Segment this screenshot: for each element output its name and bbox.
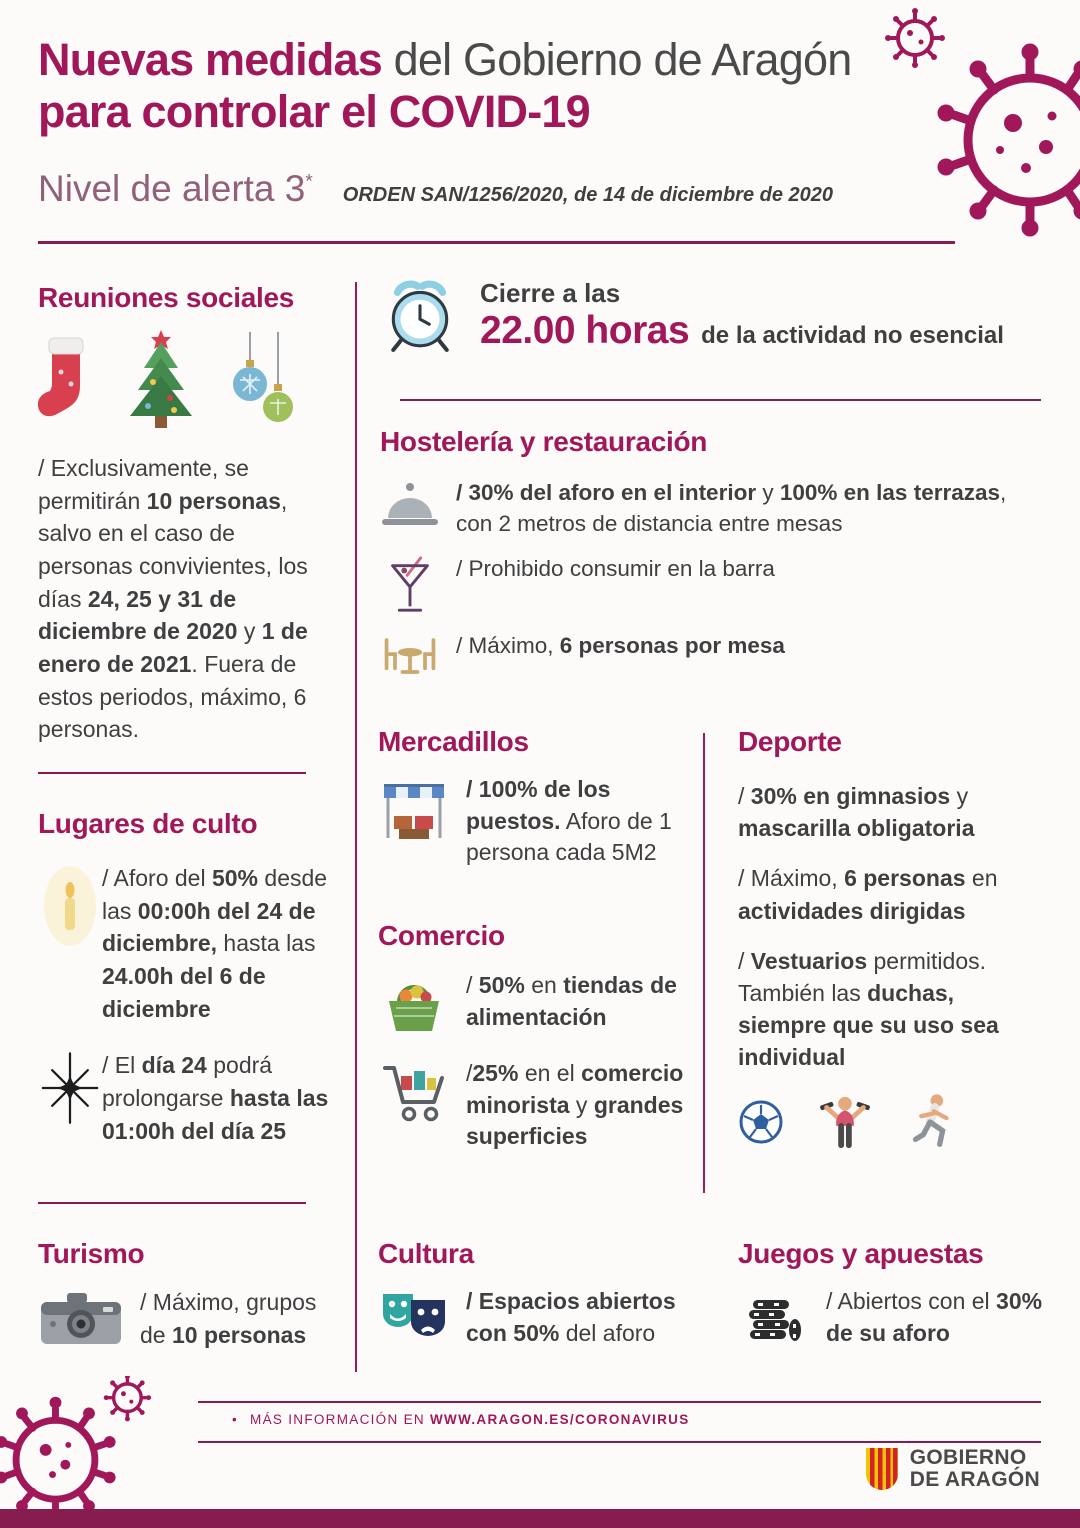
mercadillos-title: Mercadillos <box>378 726 529 757</box>
reuniones-sociales-body: / Exclusivamente, se permitirán 10 personas, salvo en el caso de personas convivientes, los días 24, 25 y 31 de diciembre de 2020 y 1 de enero de 2021. Fuera de estos periodos, máximo, 6 personas. <box>38 455 308 743</box>
comercio-title: Comercio <box>378 920 505 951</box>
closing-line2 <box>480 309 1004 353</box>
deporte-title: Deporte <box>738 726 842 757</box>
alarm-clock-icon <box>382 276 458 354</box>
hosteleria-item-mesa <box>380 631 1042 679</box>
juegos-item-text: / Abiertos con el 30% de su aforo <box>826 1288 1043 1346</box>
worship-item-aforo <box>38 862 340 1025</box>
star-icon <box>38 1049 102 1147</box>
worship-item-text: / El día 24 podrá prolongarse hasta las 01:00h del día 25 <box>102 1052 329 1144</box>
vertical-divider-columns <box>703 733 705 1193</box>
worship-item-text: / Aforo del 50% desde las 00:00h del 24 de diciembre, hasta las 24.00h del 6 de diciembre <box>102 865 328 1022</box>
mercadillos-item-text: / 100% de los puestos. Aforo de 1 persona cada 5M2 <box>466 776 672 866</box>
gobierno-aragon-logo <box>864 1446 1040 1492</box>
terrace-table-icon <box>380 631 440 679</box>
candle-icon <box>38 862 102 1025</box>
deporte-item-text: / Vestuarios permitidos. También las duchas, siempre que su uso sea individual <box>738 947 999 1071</box>
ornaments-icon <box>226 332 298 432</box>
footer-divider-top <box>198 1401 1041 1403</box>
tourism-item <box>38 1286 340 1351</box>
left-divider-1 <box>38 772 306 774</box>
section-deporte <box>738 726 1046 1152</box>
cultura-title: Cultura <box>378 1238 474 1269</box>
closing-divider <box>400 399 1041 401</box>
poker-chips-icon <box>738 1286 810 1349</box>
alert-level <box>38 168 313 210</box>
bottom-color-bar <box>0 1509 1080 1528</box>
shopping-cart-icon <box>378 1058 450 1153</box>
hosteleria-item-text: / 30% del aforo en el interior y 100% en las terrazas, con 2 metros de distancia entre mesas <box>456 480 1007 536</box>
section-mercadillos <box>378 726 680 891</box>
runner-icon <box>906 1092 956 1152</box>
section-turismo <box>38 1238 340 1351</box>
hosteleria-title: Hostelería y restauración <box>380 426 708 457</box>
comercio-item-minorista <box>378 1058 692 1153</box>
deporte-icons-row <box>738 1092 1046 1152</box>
closing-suffix: de la actividad no esencial <box>701 322 1004 349</box>
mercadillos-item <box>378 774 680 869</box>
alert-row <box>38 168 833 210</box>
logo-text <box>910 1447 1040 1491</box>
section-lugares-de-culto <box>38 808 340 1171</box>
logo-line2: DE ARAGÓN <box>909 1468 1040 1491</box>
section-juegos-apuestas <box>738 1238 1050 1371</box>
christmas-tree-icon <box>118 328 204 432</box>
food-basket-icon <box>378 970 450 1036</box>
coronavirus-illustration-bottom <box>0 1376 175 1509</box>
vertical-divider-main <box>355 282 357 1372</box>
page-title: Nuevas medidas del Gobierno de Aragón para controlar el COVID-19 <box>38 34 852 138</box>
deporte-item-text: / 30% en gimnasios y mascarilla obligatoria <box>738 783 975 842</box>
cultura-item <box>378 1286 692 1349</box>
logo-line1: GOBIERNO <box>909 1445 1027 1469</box>
more-info-text: • MÁS INFORMACIÓN EN WWW.ARAGON.ES/CORONAVIRUS <box>232 1412 690 1427</box>
closing-prefix: Cierre a las <box>480 278 621 308</box>
market-stall-icon <box>378 774 450 869</box>
closing-time: 22.00 horas <box>480 309 690 352</box>
reuniones-sociales-title: Reuniones sociales <box>38 282 295 313</box>
cocktail-icon <box>380 554 440 616</box>
comercio-item-text: /25% en el comercio minorista y grandes superficies <box>466 1060 684 1150</box>
hosteleria-item-text: / Prohibido consumir en la barra <box>456 556 775 582</box>
comercio-item-alimentacion <box>378 970 692 1036</box>
aragon-shield-icon <box>864 1446 900 1492</box>
christmas-icons-row <box>38 326 332 432</box>
juegos-item <box>738 1286 1050 1349</box>
section-cultura <box>378 1238 692 1371</box>
juegos-title: Juegos y apuestas <box>738 1238 984 1269</box>
comercio-item-text: / 50% en tiendas de alimentación <box>466 972 677 1030</box>
weightlifter-icon <box>818 1092 872 1152</box>
turismo-title: Turismo <box>38 1238 145 1269</box>
left-divider-2 <box>38 1202 306 1204</box>
soccer-ball-icon <box>738 1099 784 1145</box>
hosteleria-item-text: / Máximo, 6 personas por mesa <box>456 633 785 659</box>
theater-masks-icon <box>378 1286 450 1349</box>
serving-dish-icon <box>380 478 440 530</box>
footer-divider-bottom <box>198 1441 1041 1443</box>
deporte-item-text: / Máximo, 6 personas en actividades dirigidas <box>738 865 998 924</box>
hosteleria-item-aforo <box>380 478 1042 539</box>
alert-asterisk: * <box>305 171 313 193</box>
order-reference: ORDEN SAN/1256/2020, de 14 de diciembre de 2020 <box>342 184 834 206</box>
stocking-icon <box>38 332 96 432</box>
closing-hours-banner <box>382 276 1004 354</box>
section-comercio <box>378 920 692 1175</box>
cultura-item-text: / Espacios abiertos con 50% del aforo <box>466 1288 676 1346</box>
coronavirus-illustration-top <box>880 0 1080 250</box>
camera-icon <box>38 1290 124 1348</box>
alert-level-text: Nivel de alerta 3 <box>38 168 306 209</box>
header-divider <box>38 241 955 244</box>
worship-item-dia24 <box>38 1049 340 1147</box>
lugares-de-culto-title: Lugares de culto <box>38 808 258 839</box>
hosteleria-item-barra <box>380 554 1042 616</box>
closing-hours-text <box>480 276 1004 353</box>
tourism-item-text: / Máximo, grupos de 10 personas <box>140 1289 317 1348</box>
section-hosteleria <box>380 426 1042 694</box>
section-reuniones-sociales <box>38 282 332 746</box>
